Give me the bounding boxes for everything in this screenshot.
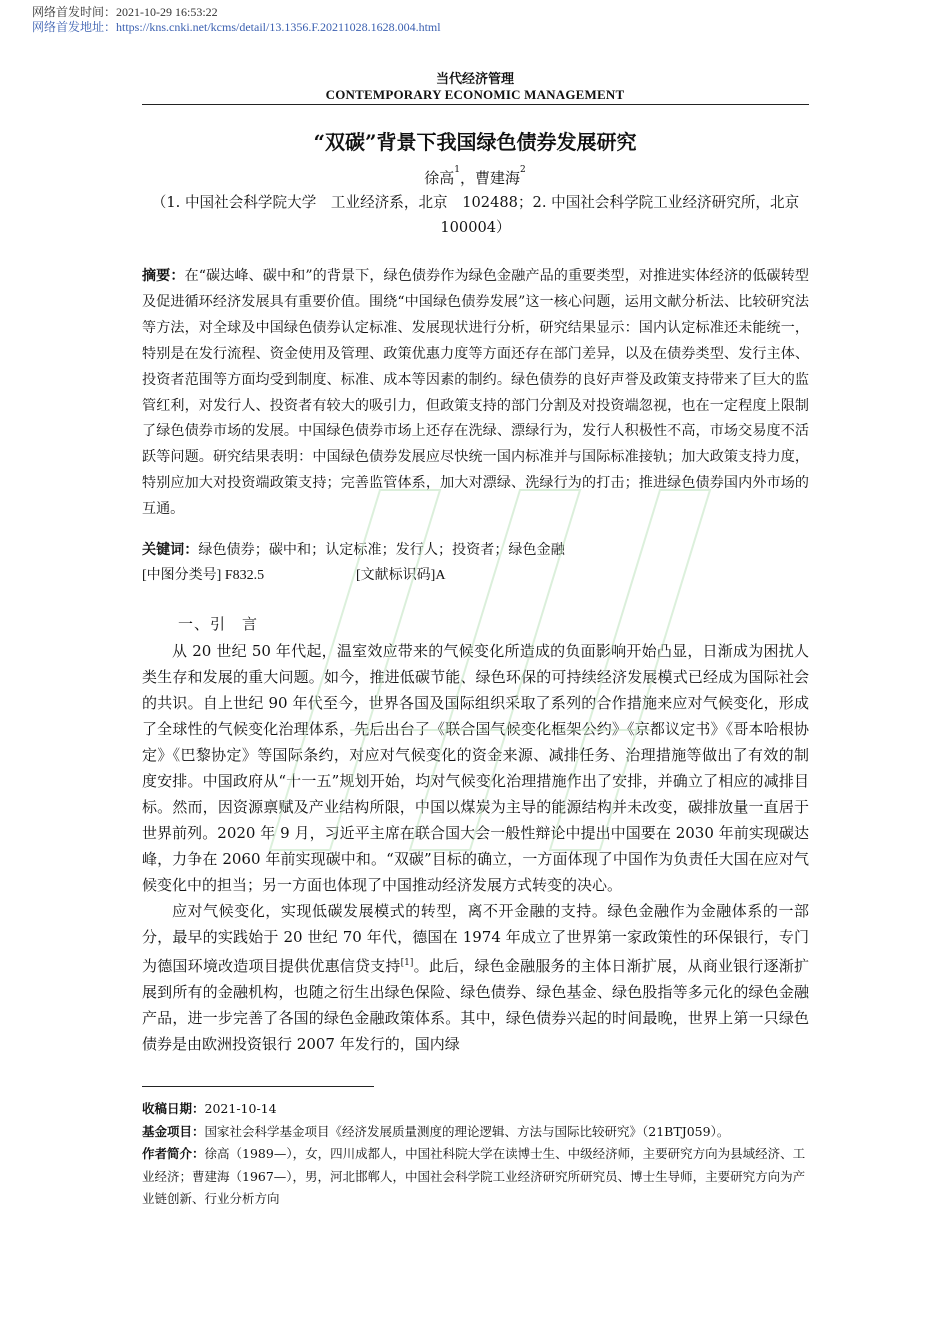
footnotes <box>142 1098 809 1211</box>
fund-value: 国家社会科学基金项目《经济发展质量测度的理论逻辑、方法与国际比较研究》（21BTJ059）。 <box>204 1123 730 1139</box>
received-value: 2021-10-14 <box>204 1101 277 1116</box>
body-text <box>142 638 809 1057</box>
body-paragraph-part: 。此后，绿色金融服务的主体日渐扩展，从商业银行逐渐扩展到所有的金融机构，也随之衍生出绿色保险、绿色债券、绿色基金、绿色股指等多元化的绿色金融产品，进一步完善了各国的绿色金融政策体系。其中，绿色债券兴起的时间最晚，世界上第一只绿色债券是由欧洲投资银行 2007 年发行的，国内绿 <box>142 957 809 1053</box>
author-separator: ， <box>459 169 475 187</box>
author-name: 曹建海 <box>475 169 521 187</box>
journal-name-en: CONTEMPORARY ECONOMIC MANAGEMENT <box>325 87 625 102</box>
document-code <box>356 564 445 588</box>
section-heading: 一、引 言 <box>178 615 259 633</box>
received-label: 收稿日期： <box>142 1101 205 1116</box>
author-bio <box>142 1143 809 1211</box>
body-paragraph-part: 应对气候变化，实现低碳发展模式的转型，离不开金融的支持。绿色金融作为金融体系的一部分，最早的实践始于 20 世纪 70 年代，德国在 1974 年成立了世界第一家政策性的环保银行，专门为德国环境改造项目提供优惠信贷支持 <box>142 902 809 975</box>
abstract <box>142 264 809 523</box>
affiliation-marker: 1 <box>454 165 460 175</box>
header-rule <box>142 104 809 105</box>
keywords <box>142 538 809 562</box>
abstract-label: 摘要： <box>142 268 185 284</box>
received-date <box>142 1098 809 1121</box>
clc-label: [中图分类号] <box>142 568 222 583</box>
doc-code-value: A <box>435 568 446 583</box>
affiliation: （1. 中国社会科学院大学 工业经济系，北京 102488；2. 中国社会科学院工业经济研究所，北京 100004） <box>151 194 814 236</box>
online-publish-time: 网络首发时间：2021-10-29 16:53:22 <box>32 5 218 19</box>
clc-value: F832.5 <box>224 568 265 583</box>
footnote-rule <box>142 1086 374 1087</box>
author-line <box>0 167 950 188</box>
body-paragraph <box>142 898 809 1057</box>
online-publish-url[interactable]: 网络首发地址：https://kns.cnki.net/kcms/detail/13.1356.F.20211028.1628.004.html <box>32 20 441 34</box>
paper-title: “双碳”背景下我国绿色债券发展研究 <box>313 130 637 154</box>
clc-code <box>142 564 264 588</box>
bio-label: 作者简介： <box>142 1146 205 1161</box>
affiliation-marker: 2 <box>520 165 526 175</box>
citation-ref[interactable]: [1] <box>400 958 414 968</box>
fund-project <box>142 1121 809 1144</box>
author-name: 徐高 <box>424 169 455 187</box>
keywords-label: 关键词： <box>142 542 199 558</box>
journal-name-cn: 当代经济管理 <box>435 71 514 86</box>
body-paragraph: 从 20 世纪 50 年代起，温室效应带来的气候变化所造成的负面影响开始凸显，日渐成为困扰人类生存和发展的重大问题。如今，推进低碳节能、绿色环保的可持续经济发展模式已经成为国际社会的共识。自上世纪 90 年代至今，世界各国及国际组织采取了系列的合作措施来应对气候变化，形成了全球性的气候变化治理体系，先后出台了《联合国气候变化框架公约》《京都议定书》《哥本哈根协定》《巴黎协定》等国际条约，对应对气候变化的资金来源、减排任务、治理措施等做出了有效的制度安排。中国政府从“十一五”规划开始，均对气候变化治理措施作出了安排，并确立了相应的减排目标。然而，因资源禀赋及产业结构所限，中国以煤炭为主导的能源结构并未改变，碳排放量一直居于世界前列。2020 年 9 月，习近平主席在联合国大会一般性辩论中提出中国要在 2030 年前实现碳达峰，力争在 2060 年前实现碳中和。“双碳”目标的确立，一方面体现了中国作为负责任大国在应对气候变化中的担当；另一方面也体现了中国推动经济发展方式转变的决心。 <box>142 642 809 894</box>
doc-code-label: [文献标识码] <box>356 568 436 583</box>
fund-label: 基金项目： <box>142 1123 205 1139</box>
keywords-text: 绿色债券；碳中和；认定标准；发行人；投资者；绿色金融 <box>198 542 565 558</box>
bio-value: 徐高（1989—），女，四川成都人，中国社科院大学在读博士生、中级经济师，主要研究方向为县域经济、工业经济；曹建海（1967—），男，河北邯郸人，中国社会科学院工业经济研究所研究员、博士生导师，主要研究方向为产业链创新、行业分析方向 <box>142 1146 806 1206</box>
abstract-text: 在“碳达峰、碳中和”的背景下，绿色债券作为绿色金融产品的重要类型，对推进实体经济的低碳转型及促进循环经济发展具有重要价值。围绕“中国绿色债券发展”这一核心问题，运用文献分析法、比较研究法等方法，对全球及中国绿色债券认定标准、发展现状进行分析，研究结果显示：国内认定标准还未能统一，特别是在发行流程、资金使用及管理、政策优惠力度等方面还存在部门差异，以及在债券类型、发行主体、投资者范围等方面均受到制度、标准、成本等因素的制约。绿色债券的良好声誉及政策支持带来了巨大的监管红利，对发行人、投资者有较大的吸引力，但政策支持的部门分割及对投资端忽视，也在一定程度上限制了绿色债券市场的发展。中国绿色债券市场上还存在洗绿、漂绿行为，发行人积极性不高，市场交易度不活跃等问题。研究结果表明：中国绿色债券发展应尽快统一国内标准并与国际标准接轨；加大政策支持力度，特别应加大对投资端政策支持；完善监管体系，加大对漂绿、洗绿行为的打击；推进绿色债券国内外市场的互通。 <box>142 268 810 518</box>
